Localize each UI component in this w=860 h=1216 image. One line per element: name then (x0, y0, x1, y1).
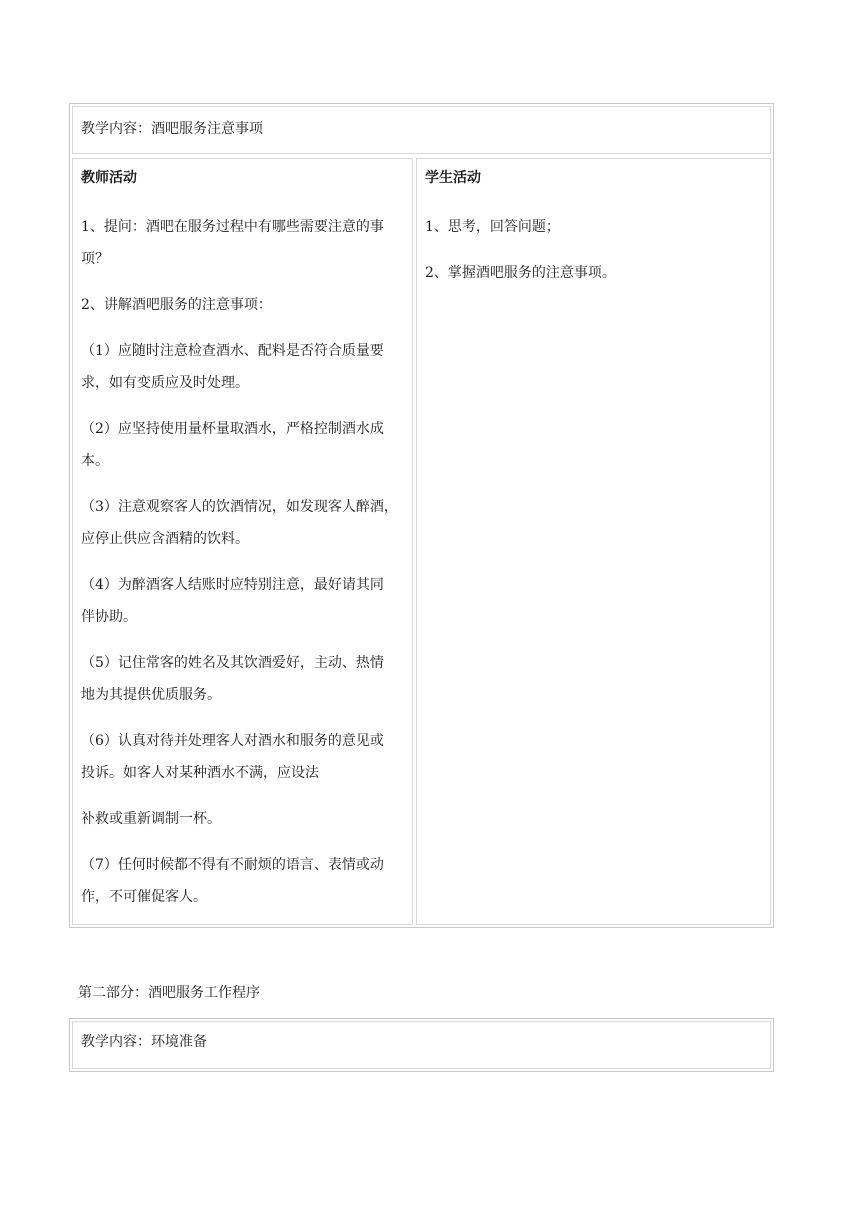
student-activity-header: 学生活动 (425, 170, 481, 186)
teacher-activity-cell (72, 158, 413, 925)
content-row (72, 1021, 771, 1069)
teacher-line: （3）注意观察客人的饮酒情况，如发现客人醉酒， (81, 499, 398, 515)
content-label: 教学内容：酒吧服务注意事项 (81, 121, 263, 137)
teacher-line: （5）记住常客的姓名及其饮酒爱好，主动、热情 (81, 655, 384, 671)
teacher-line: 投诉。如客人对某种酒水不满，应设法 (81, 765, 319, 781)
teacher-line: （4）为醉酒客人结账时应特别注意，最好请其同 (81, 577, 384, 593)
content-row (72, 106, 771, 154)
student-activity-cell (416, 158, 771, 925)
teacher-line: 1、提问：酒吧在服务过程中有哪些需要注意的事 (81, 219, 384, 235)
teacher-line: 伴协助。 (81, 609, 137, 625)
teacher-line: 应停止供应含酒精的饮料。 (81, 531, 249, 547)
teacher-line: （7）任何时候都不得有不耐烦的语言、表情或动 (81, 857, 384, 873)
section-title: 第二部分：酒吧服务工作程序 (78, 985, 260, 1001)
teacher-activity-header: 教师活动 (81, 170, 137, 186)
teacher-line: 地为其提供优质服务。 (81, 687, 221, 703)
lesson-table (69, 103, 774, 928)
teacher-line: 项？ (81, 251, 109, 267)
teacher-line: （6）认真对待并处理客人对酒水和服务的意见或 (81, 733, 384, 749)
teacher-line: 本。 (81, 453, 109, 469)
teacher-line: （1）应随时注意检查酒水、配料是否符合质量要 (81, 343, 384, 359)
content-label: 教学内容：环境准备 (81, 1034, 207, 1050)
teacher-line: 作，不可催促客人。 (81, 889, 207, 905)
teacher-line: 补救或重新调制一杯。 (81, 811, 221, 827)
teacher-line: （2）应坚持使用量杯量取酒水，严格控制酒水成 (81, 421, 384, 437)
student-line: 1、思考，回答问题； (425, 219, 560, 235)
teacher-line: 2、讲解酒吧服务的注意事项： (81, 297, 272, 313)
lesson-table-2 (69, 1018, 774, 1072)
student-line: 2、掌握酒吧服务的注意事项。 (425, 265, 616, 281)
teacher-line: 求，如有变质应及时处理。 (81, 375, 249, 391)
